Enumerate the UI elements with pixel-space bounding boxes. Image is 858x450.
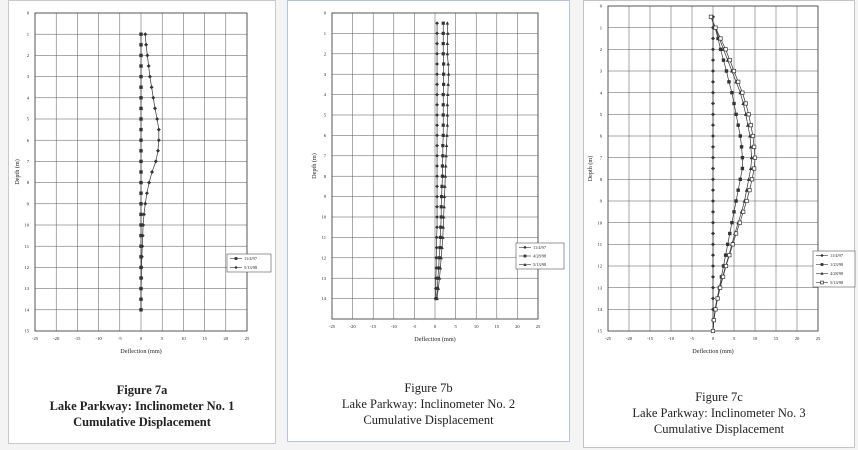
y-tick-label: 5 [599, 111, 602, 117]
data-point [435, 103, 439, 107]
y-axis-label: Depth (m) [587, 155, 594, 182]
data-point [446, 21, 450, 24]
data-point [714, 308, 717, 311]
data-point [719, 37, 722, 40]
data-point [728, 58, 731, 61]
data-point [711, 112, 715, 116]
figure-7c-subtitle: Cumulative Displacement [653, 422, 785, 436]
y-tick-label: 4 [599, 90, 602, 96]
data-point [443, 195, 447, 198]
data-point [737, 123, 740, 126]
x-tick-label: 20 [515, 324, 520, 329]
data-point [711, 58, 715, 62]
data-point [446, 103, 450, 106]
data-point [435, 215, 439, 219]
figure-7b-legend [516, 243, 564, 269]
data-point [435, 52, 439, 56]
figure-7c-number: Figure 7c [695, 390, 743, 404]
data-point [727, 80, 730, 83]
data-point [737, 80, 740, 83]
data-point [157, 138, 161, 142]
x-tick-label: -20 [53, 336, 60, 341]
x-tick-label: -5 [690, 336, 694, 341]
data-point [739, 178, 742, 181]
data-point [435, 154, 439, 158]
data-point [711, 47, 715, 51]
data-point [150, 170, 154, 174]
y-tick-label: 3 [323, 71, 326, 77]
data-point [446, 93, 450, 96]
data-point [446, 52, 450, 55]
y-tick-label: 0 [323, 10, 326, 16]
legend-marker [235, 257, 238, 260]
data-point [139, 181, 142, 184]
data-point [442, 22, 445, 25]
data-point [435, 246, 439, 250]
data-point [725, 69, 728, 72]
y-tick-label: 10 [597, 220, 602, 226]
x-tick-label: 15 [773, 336, 779, 341]
data-point [709, 15, 712, 18]
data-point [718, 286, 721, 289]
y-tick-label: 9 [323, 194, 326, 200]
data-point [714, 26, 717, 29]
data-point [711, 264, 715, 268]
data-point [732, 102, 735, 105]
data-point [139, 33, 142, 36]
data-point [444, 164, 448, 167]
data-point [711, 80, 715, 84]
data-point [435, 185, 439, 189]
x-tick-label: -25 [328, 324, 336, 329]
data-point [445, 133, 449, 136]
data-point [442, 124, 445, 127]
figure-7a-title: Lake Parkway: Inclinometer No. 1 [49, 399, 235, 413]
data-point [435, 144, 439, 148]
x-tick-label: -5 [412, 324, 417, 329]
data-point [435, 195, 439, 199]
data-point [139, 192, 142, 195]
data-point [732, 210, 735, 213]
y-tick-label: 2 [599, 46, 602, 52]
y-tick-label: 1 [323, 31, 326, 36]
data-point [435, 83, 439, 87]
y-tick-label: 14 [24, 307, 29, 313]
data-point [446, 113, 450, 116]
data-point [740, 145, 743, 148]
figure-7a-subtitle: Cumulative Displacement [73, 415, 211, 429]
y-tick-label: 7 [26, 159, 29, 164]
data-point [711, 102, 715, 106]
figure-7c-legend [813, 251, 855, 287]
x-tick-label: 15 [202, 336, 207, 341]
data-point [749, 123, 752, 126]
data-point [722, 58, 725, 61]
data-point [139, 202, 142, 205]
data-point [734, 199, 737, 202]
figure-7c-title: Lake Parkway: Inclinometer No. 3 [632, 406, 806, 420]
figure-7b-chart [288, 1, 571, 443]
data-point [153, 106, 157, 110]
data-point [444, 174, 448, 177]
data-point [730, 91, 733, 94]
data-point [711, 91, 715, 95]
data-point [753, 156, 756, 159]
data-point [738, 221, 741, 224]
legend-label: 11/4/97 [244, 256, 257, 261]
data-point [151, 96, 155, 100]
data-point [741, 91, 744, 94]
x-tick-label: -10 [390, 324, 397, 329]
y-tick-label: 7 [323, 153, 326, 159]
series-0 [711, 15, 715, 333]
data-point [442, 103, 445, 106]
series-0 [139, 33, 142, 312]
legend-label: 4/28/98 [533, 253, 547, 259]
data-point [446, 62, 450, 65]
figure-7c-caption [584, 389, 854, 437]
data-point [441, 144, 444, 147]
y-tick-label: 11 [24, 243, 29, 249]
y-tick-label: 3 [599, 68, 602, 74]
legend-label: 5/13/98 [244, 265, 258, 270]
y-tick-label: 8 [323, 173, 326, 179]
data-point [721, 275, 724, 278]
data-point [739, 134, 742, 137]
figure-7b-caption [288, 380, 569, 428]
x-tick-label: 25 [535, 324, 541, 329]
data-point [157, 128, 161, 132]
figure-7b-number: Figure 7b [404, 381, 453, 395]
data-point [145, 191, 149, 195]
y-tick-label: 9 [26, 201, 29, 207]
y-tick-label: 7 [599, 155, 602, 161]
y-tick-label: 10 [24, 222, 29, 228]
data-point [726, 243, 729, 246]
data-point [716, 297, 719, 300]
figure-7a-number: Figure 7a [116, 383, 168, 397]
y-tick-label: 0 [26, 10, 29, 16]
x-tick-label: 5 [161, 336, 164, 341]
x-tick-label: 0 [433, 324, 437, 329]
data-point [150, 85, 154, 89]
data-point [442, 205, 446, 208]
data-point [719, 48, 722, 51]
data-point [750, 178, 753, 181]
figure-7b-subtitle: Cumulative Displacement [363, 413, 494, 427]
data-point [442, 134, 445, 137]
y-tick-label: 11 [321, 235, 326, 240]
data-point [435, 72, 439, 76]
figure-7b-panel [287, 0, 570, 442]
data-point [711, 286, 715, 290]
data-point [139, 43, 142, 46]
data-point [444, 154, 448, 157]
data-point [440, 195, 443, 198]
data-point [147, 64, 151, 68]
data-point [441, 164, 444, 167]
data-point [728, 253, 731, 256]
data-point [447, 72, 451, 75]
y-tick-label: 1 [26, 31, 29, 37]
legend-label: 4/28/98 [830, 271, 844, 276]
x-tick-label: 10 [473, 324, 479, 329]
data-point [741, 167, 744, 170]
data-point [745, 199, 748, 202]
data-point [742, 210, 745, 213]
y-tick-label: 11 [597, 241, 602, 247]
y-tick-label: 4 [323, 92, 326, 98]
x-tick-label: -25 [31, 336, 39, 341]
data-point [443, 184, 447, 187]
data-point [435, 32, 439, 36]
data-point [139, 75, 142, 78]
data-point [139, 107, 142, 110]
data-point [752, 167, 755, 170]
data-point [145, 53, 149, 57]
figure-7c-chart [584, 1, 856, 449]
data-point [147, 181, 151, 185]
data-point [139, 149, 142, 152]
data-point [711, 242, 715, 246]
data-point [156, 149, 160, 153]
x-tick-label: 25 [815, 336, 821, 341]
data-point [711, 69, 715, 73]
data-point [446, 82, 450, 85]
figure-7a-panel [8, 0, 276, 444]
data-point [752, 145, 755, 148]
y-tick-label: 15 [597, 328, 602, 334]
x-tick-label: -15 [370, 324, 377, 329]
data-point [712, 318, 715, 321]
x-tick-label: -15 [74, 336, 81, 341]
x-tick-label: -10 [95, 336, 102, 341]
x-tick-label: -10 [667, 336, 675, 341]
y-tick-label: 15 [24, 328, 29, 334]
data-point [139, 64, 142, 67]
x-tick-label: 10 [752, 336, 758, 341]
legend-marker [821, 281, 824, 284]
data-point [711, 210, 715, 214]
legend-label: 5/13/98 [533, 262, 547, 268]
data-point [435, 42, 439, 46]
data-point [724, 48, 727, 51]
figure-7a-caption [9, 382, 275, 430]
data-point [435, 134, 439, 138]
y-tick-label: 8 [26, 180, 29, 186]
data-point [711, 177, 715, 181]
data-point [144, 43, 148, 47]
data-point [711, 253, 715, 257]
data-point [711, 297, 715, 301]
data-point [711, 221, 715, 225]
x-tick-label: -15 [646, 336, 654, 341]
data-point [139, 117, 142, 120]
legend-marker [524, 255, 527, 258]
y-tick-label: 13 [597, 285, 602, 291]
y-tick-label: 13 [24, 286, 29, 292]
data-point [139, 86, 142, 89]
y-tick-label: 9 [599, 198, 602, 204]
data-point [442, 52, 445, 55]
data-point [734, 232, 737, 235]
x-tick-label: -20 [625, 336, 633, 341]
data-point [711, 134, 715, 138]
data-point [730, 221, 733, 224]
y-tick-label: 13 [321, 275, 326, 281]
y-tick-label: 12 [597, 263, 602, 269]
data-point [139, 54, 142, 57]
data-point [711, 167, 715, 171]
data-point [139, 160, 142, 163]
data-point [734, 113, 737, 116]
data-point [441, 154, 444, 157]
data-point [435, 123, 439, 127]
legend-marker [821, 263, 824, 266]
data-point [442, 73, 445, 76]
data-point [435, 174, 439, 178]
data-point [442, 83, 445, 86]
data-point [724, 264, 727, 267]
y-tick-label: 2 [26, 53, 29, 58]
data-point [731, 243, 734, 246]
data-point [143, 32, 147, 36]
y-tick-label: 12 [321, 255, 326, 261]
data-point [139, 170, 142, 173]
data-point [139, 96, 142, 99]
legend-label: 11/4/97 [533, 244, 546, 250]
data-point [139, 128, 142, 131]
y-tick-label: 14 [321, 296, 326, 302]
y-tick-label: 0 [599, 3, 602, 9]
y-tick-label: 6 [599, 133, 602, 139]
data-point [711, 232, 715, 236]
series-2 [709, 15, 754, 333]
data-point [435, 225, 439, 229]
figure-7b-grid [332, 13, 538, 319]
legend-label: 11/4/97 [830, 253, 843, 258]
data-point [441, 175, 444, 178]
series-line [711, 17, 743, 331]
data-point [440, 185, 443, 188]
x-tick-label: 25 [244, 336, 250, 341]
x-tick-label: 20 [794, 336, 800, 341]
data-point [442, 62, 445, 65]
x-tick-label: 15 [494, 324, 500, 329]
data-point [728, 232, 731, 235]
y-tick-label: 5 [323, 112, 326, 118]
x-tick-label: 5 [732, 336, 736, 341]
y-axis-label: Depth (m) [311, 153, 318, 179]
x-tick-label: 10 [181, 336, 186, 341]
legend-label: 5/13/98 [830, 280, 844, 285]
data-point [435, 93, 439, 97]
x-axis-label: Deflection (mm) [414, 336, 456, 343]
data-point [711, 37, 715, 41]
x-axis-label: Deflection (mm) [120, 348, 162, 355]
data-point [148, 75, 152, 79]
data-point [446, 42, 450, 45]
y-tick-label: 10 [321, 214, 326, 220]
data-point [711, 275, 715, 279]
y-tick-label: 6 [26, 137, 29, 143]
y-axis-label: Depth (m) [14, 159, 21, 185]
data-point [744, 102, 747, 105]
data-point [711, 329, 714, 332]
data-point [442, 42, 445, 45]
x-axis-label: Deflection (mm) [692, 348, 734, 355]
y-tick-label: 2 [323, 51, 326, 57]
data-point [748, 188, 751, 191]
x-tick-label: -20 [349, 324, 356, 329]
series-1 [709, 15, 744, 333]
data-point [711, 188, 715, 192]
data-point [155, 117, 159, 121]
data-point [446, 123, 450, 126]
data-point [711, 145, 715, 149]
y-tick-label: 14 [597, 306, 602, 312]
data-point [435, 164, 439, 168]
x-tick-label: 0 [139, 336, 143, 341]
legend-label: 1/23/98 [830, 262, 844, 267]
data-point [711, 199, 715, 203]
data-point [711, 156, 715, 160]
data-point [711, 123, 715, 127]
data-point [442, 93, 445, 96]
data-point [435, 236, 439, 240]
y-tick-label: 1 [599, 25, 602, 31]
x-tick-label: 20 [223, 336, 229, 341]
x-tick-label: 0 [711, 336, 715, 341]
figure-7b-title: Lake Parkway: Inclinometer No. 2 [341, 397, 516, 411]
series-line [711, 17, 755, 331]
data-point [751, 134, 754, 137]
x-tick-label: 5 [454, 324, 457, 329]
data-point [445, 144, 449, 147]
data-point [741, 156, 744, 159]
y-tick-label: 8 [599, 176, 602, 182]
figure-7a-chart [9, 1, 277, 445]
data-point [747, 113, 750, 116]
data-point [143, 202, 147, 206]
y-tick-label: 5 [26, 116, 29, 122]
data-point [139, 139, 142, 142]
figure-7a-legend [227, 254, 271, 272]
data-point [154, 159, 158, 163]
data-point [435, 21, 439, 25]
data-point [442, 113, 445, 116]
data-point [435, 113, 439, 117]
y-tick-label: 3 [26, 74, 29, 80]
data-point [435, 205, 439, 209]
data-point [440, 205, 443, 208]
y-tick-label: 12 [24, 265, 29, 270]
x-tick-label: -25 [604, 336, 612, 341]
data-point [446, 31, 450, 34]
data-point [732, 69, 735, 72]
y-tick-label: 6 [323, 133, 326, 138]
y-tick-label: 4 [26, 95, 29, 101]
figure-7c-panel [583, 0, 855, 448]
data-point [435, 62, 439, 66]
x-tick-label: -5 [117, 336, 122, 341]
data-point [724, 253, 727, 256]
data-point [737, 188, 740, 191]
data-point [442, 32, 445, 35]
